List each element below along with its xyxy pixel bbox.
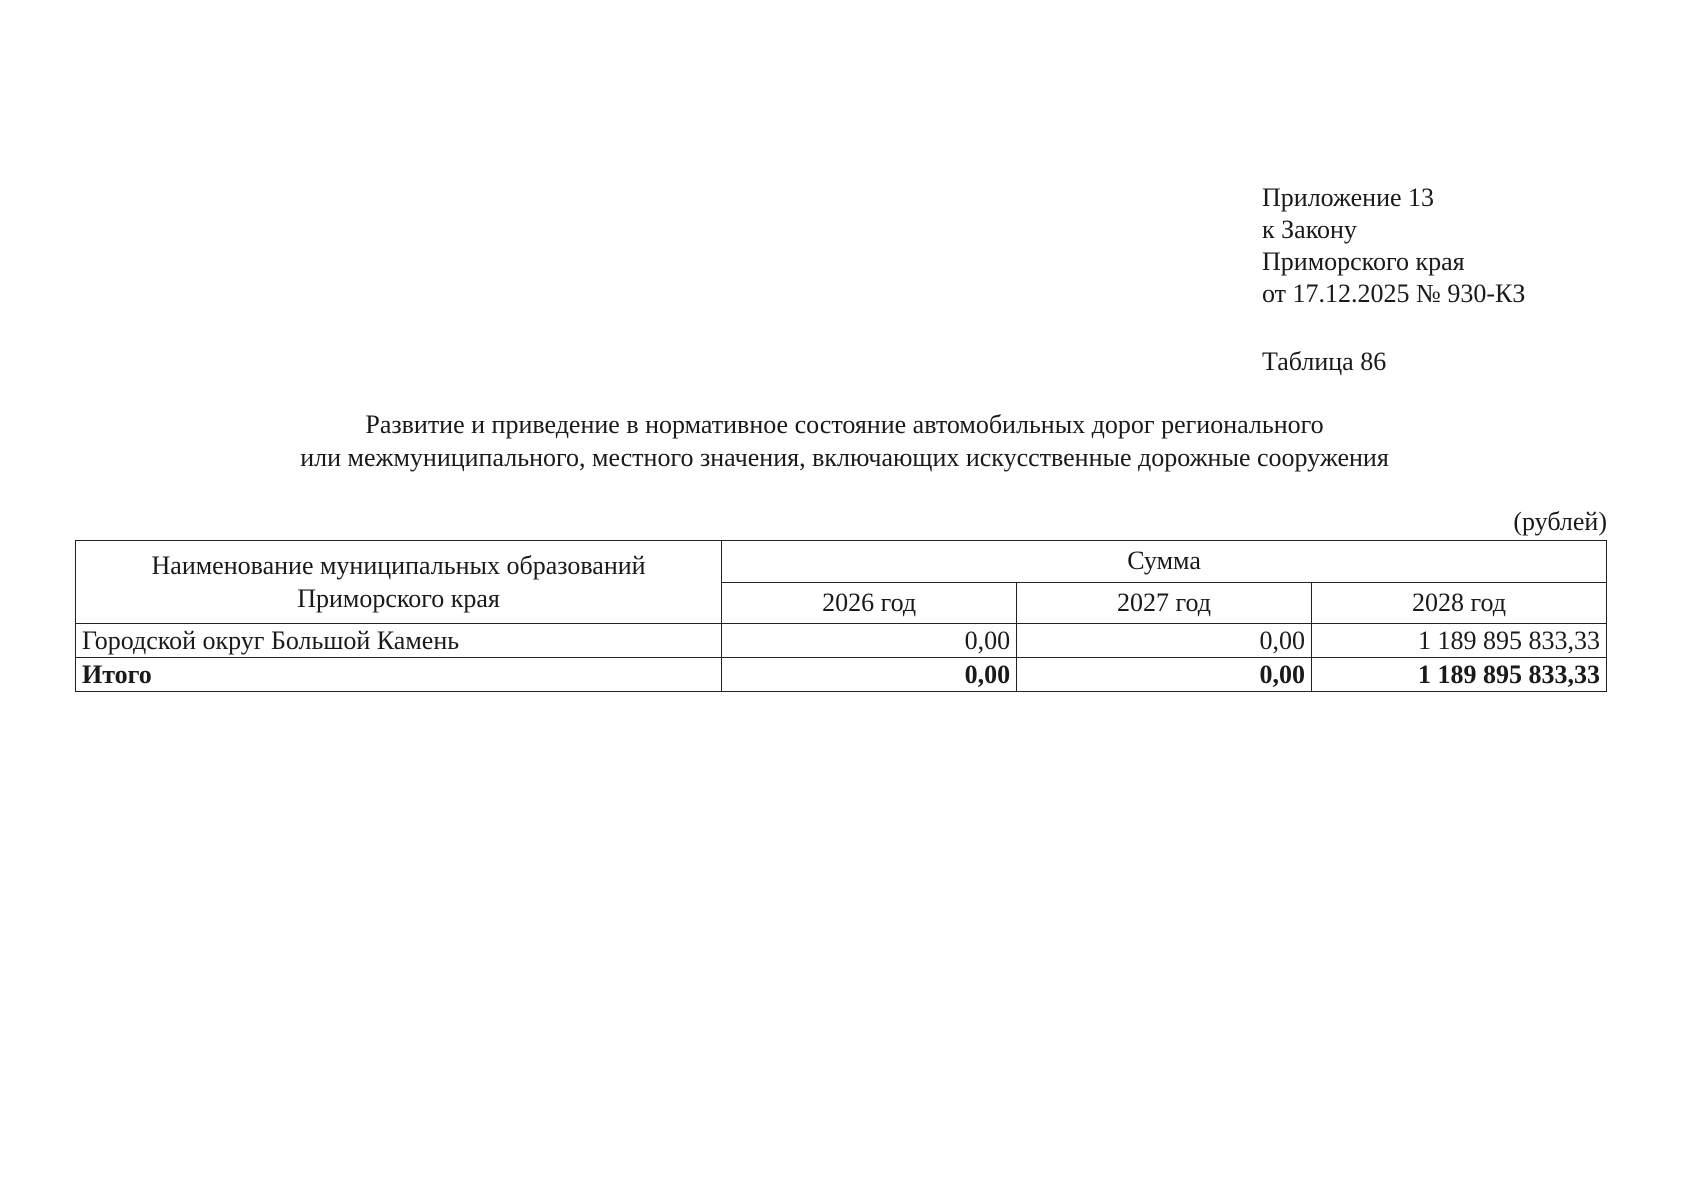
column-header-year: 2026 год	[722, 582, 1017, 624]
appendix-line: от 17.12.2025 № 930-КЗ	[1262, 279, 1526, 308]
row-value: 0,00	[722, 624, 1017, 658]
appendix-line: Приморского края	[1262, 247, 1465, 276]
column-header-sum: Сумма	[722, 541, 1607, 583]
title-line: или межмуниципального, местного значения, включающих искусственные дорожные сооружения	[300, 443, 1389, 472]
appendix-line: к Закону	[1262, 215, 1357, 244]
appendix-line: Приложение 13	[1262, 183, 1435, 212]
header-name-line: Наименование муниципальных образований	[151, 551, 646, 580]
table-number: Таблица 86	[1262, 347, 1387, 376]
total-label: Итого	[76, 658, 722, 692]
row-municipality-name: Городской округ Большой Камень	[76, 624, 722, 658]
total-value: 0,00	[1017, 658, 1312, 692]
row-value: 0,00	[1017, 624, 1312, 658]
appendix-block	[1262, 182, 1525, 310]
total-row	[76, 658, 1607, 692]
column-header-municipality	[76, 541, 722, 624]
total-value: 1 189 895 833,33	[1312, 658, 1607, 692]
row-value: 1 189 895 833,33	[1312, 624, 1607, 658]
units-label: (рублей)	[1513, 507, 1607, 536]
total-value: 0,00	[722, 658, 1017, 692]
column-header-year: 2028 год	[1312, 582, 1607, 624]
budget-table	[75, 540, 1607, 692]
document-title	[0, 408, 1689, 474]
title-line: Развитие и приведение в нормативное состояние автомобильных дорог регионального	[365, 410, 1324, 439]
column-header-year: 2027 год	[1017, 582, 1312, 624]
table-row	[76, 624, 1607, 658]
header-name-line: Приморского края	[297, 584, 500, 613]
